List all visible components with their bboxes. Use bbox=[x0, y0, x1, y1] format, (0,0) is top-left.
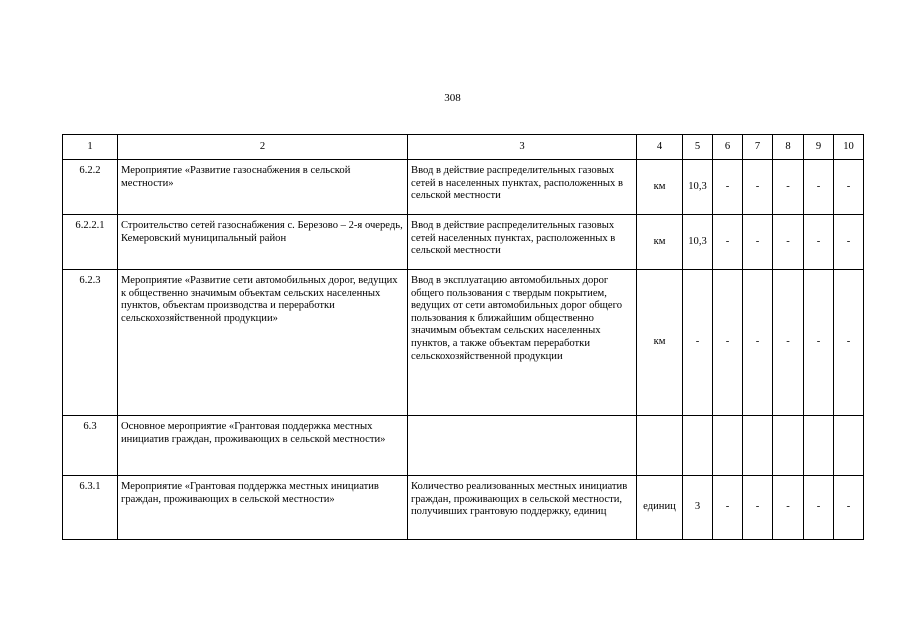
row-number: 6.3 bbox=[63, 416, 118, 476]
header-cell: 5 bbox=[683, 135, 713, 160]
row-value: - bbox=[743, 215, 773, 270]
row-value bbox=[834, 416, 864, 476]
row-indicator: Ввод в эксплуатацию автомобильных дорог общего пользования с твердым покрытием, ведущих от сети автомобильных дорог общего пользования к ближайшим общественно значимым объектам сельских населенных пунктов, а также объектам переработки сельскохозяйственной продукции bbox=[408, 270, 637, 416]
header-cell: 3 bbox=[408, 135, 637, 160]
header-cell: 2 bbox=[118, 135, 408, 160]
row-value: 10,3 bbox=[683, 160, 713, 215]
header-cell: 7 bbox=[743, 135, 773, 160]
row-name: Мероприятие «Развитие газоснабжения в сельской местности» bbox=[118, 160, 408, 215]
row-indicator bbox=[408, 416, 637, 476]
row-unit: км bbox=[637, 270, 683, 416]
row-unit: км bbox=[637, 160, 683, 215]
header-cell: 9 bbox=[804, 135, 834, 160]
row-number: 6.2.2 bbox=[63, 160, 118, 215]
row-value bbox=[683, 416, 713, 476]
header-cell: 10 bbox=[834, 135, 864, 160]
row-number: 6.2.3 bbox=[63, 270, 118, 416]
row-value: - bbox=[743, 476, 773, 540]
program-indicators-table bbox=[62, 134, 864, 540]
row-value: - bbox=[713, 270, 743, 416]
row-indicator: Количество реализованных местных инициатив граждан, проживающих в сельской местности, получивших грантовую поддержку, единиц bbox=[408, 476, 637, 540]
row-name: Мероприятие «Грантовая поддержка местных инициатив граждан, проживающих в сельской местности» bbox=[118, 476, 408, 540]
row-name: Мероприятие «Развитие сети автомобильных дорог, ведущих к общественно значимым объектам сельских населенных пунктов, объектам производства и переработки сельскохозяйственной продукции» bbox=[118, 270, 408, 416]
table-row bbox=[63, 160, 864, 215]
row-value: - bbox=[773, 270, 804, 416]
row-value: - bbox=[804, 270, 834, 416]
table-row bbox=[63, 416, 864, 476]
row-value bbox=[743, 416, 773, 476]
row-value: - bbox=[773, 476, 804, 540]
row-unit: км bbox=[637, 215, 683, 270]
row-value: - bbox=[834, 215, 864, 270]
row-value: - bbox=[834, 270, 864, 416]
row-value bbox=[773, 416, 804, 476]
row-value: - bbox=[713, 215, 743, 270]
header-cell: 4 bbox=[637, 135, 683, 160]
row-value: 3 bbox=[683, 476, 713, 540]
row-name: Основное мероприятие «Грантовая поддержка местных инициатив граждан, проживающих в сельской местности» bbox=[118, 416, 408, 476]
page-number: 308 bbox=[444, 92, 461, 104]
table-row bbox=[63, 476, 864, 540]
row-value bbox=[713, 416, 743, 476]
header-cell: 6 bbox=[713, 135, 743, 160]
header-cell: 8 bbox=[773, 135, 804, 160]
row-value: 10,3 bbox=[683, 215, 713, 270]
row-value: - bbox=[713, 476, 743, 540]
row-value: - bbox=[773, 160, 804, 215]
row-value: - bbox=[713, 160, 743, 215]
row-name: Строительство сетей газоснабжения с. Березово – 2-я очередь, Кемеровский муниципальный район bbox=[118, 215, 408, 270]
row-value: - bbox=[683, 270, 713, 416]
row-indicator: Ввод в действие распределительных газовых сетей населенных пунктах, расположенных в сельской местности bbox=[408, 215, 637, 270]
row-number: 6.2.2.1 bbox=[63, 215, 118, 270]
row-unit: единиц bbox=[637, 476, 683, 540]
row-unit bbox=[637, 416, 683, 476]
table-row bbox=[63, 270, 864, 416]
row-value bbox=[804, 416, 834, 476]
row-value: - bbox=[743, 270, 773, 416]
row-number: 6.3.1 bbox=[63, 476, 118, 540]
row-value: - bbox=[773, 215, 804, 270]
row-value: - bbox=[834, 476, 864, 540]
row-value: - bbox=[804, 215, 834, 270]
row-value: - bbox=[834, 160, 864, 215]
table-header-row bbox=[63, 135, 864, 160]
row-value: - bbox=[804, 160, 834, 215]
header-cell: 1 bbox=[63, 135, 118, 160]
row-value: - bbox=[804, 476, 834, 540]
row-value: - bbox=[743, 160, 773, 215]
table-row bbox=[63, 215, 864, 270]
row-indicator: Ввод в действие распределительных газовых сетей в населенных пунктах, расположенных в сельской местности bbox=[408, 160, 637, 215]
